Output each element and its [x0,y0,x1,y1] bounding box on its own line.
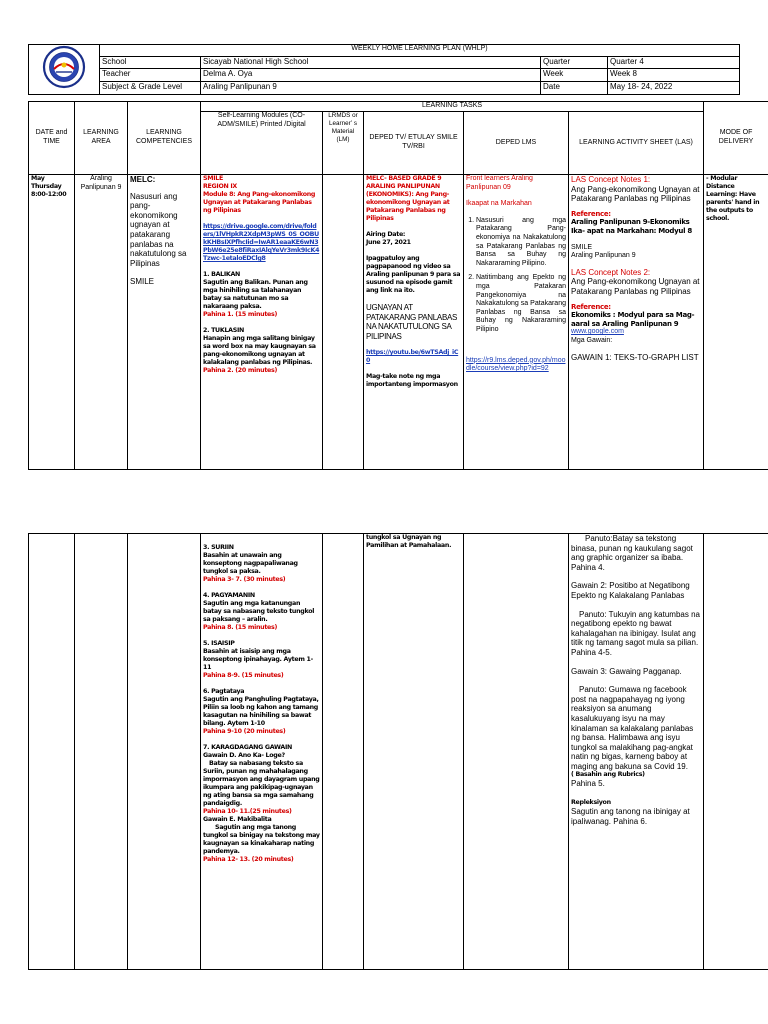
teacher-value: Delma A. Oya [201,69,541,82]
p2-competencies-cell [128,534,201,970]
melc-label: MELC: [130,175,156,184]
col-tv: DEPED TV/ ETULAY SMILE TV/RBI [364,112,464,175]
teacher-label: Teacher [100,69,201,82]
deped-seal-icon [42,45,86,89]
date-day: Thursday [31,183,62,190]
quarter-value: Quarter 4 [608,56,740,69]
las-note-2-label: LAS Concept Notes 2: [571,267,651,277]
lms-cell [464,175,569,470]
slm-block-pages: Pahina 9-10 (20 minutes) [203,728,286,735]
las-ref-1-label: Reference: [571,209,611,218]
col-lms: DEPED LMS [464,112,569,175]
slm-block-text: Batay sa nabasang teksto sa Suriin, punan ng mahahalagang impormasyon ang dayagram upang ikumpara ang pakikipag-ugnayan ng ating bansa sa mga samahang pandaigdig. [203,760,320,807]
subject-label: Subject & Grade Level [100,82,201,95]
col-competencies: LEARNING COMPETENCIES [128,102,201,175]
tv-episode-title: MELC- BASED GRADE 9 ARALING PANLIPUNAN (EKONOMIKS): Ang Pang-ekonomikong Ugnayan at Patakarang Panlabas ng Pilipinas [366,175,450,222]
las-ref-2-label: Reference: [571,302,611,311]
competency-text: Nasusuri ang pang-ekonomikong ugnayan at patakarang panlabas na nakatutulong sa Pilipinas [130,191,187,268]
slm-block-6 [203,688,320,736]
tv-airing-label: Airing Date: [366,231,406,238]
tv-instructions: Ipagpatuloy ang pagpapanood ng video sa Araling panlipunan 9 para sa susunod na episode gamit ang link na ito. [366,255,461,294]
slm-block-title-e: Gawain E. Makibalita [203,816,272,823]
slm-step-2-title: 2. TUKLASIN [203,327,244,334]
slm-module-title: Module 8: Ang Pang-ekonomikong Ugnayan at Patakarang Panlabas ng Pilipinas [203,191,316,214]
slm-block-pages: Pahina 3- 7. (30 minutes) [203,576,286,583]
header-table [28,44,740,95]
slm-block-3 [203,544,320,584]
lms-item-2: 2. Natitimbang ang Epekto ng mga Patakaran Pangekonomiya na Nakakatulong sa Patakarang Panlabas ng Bansa sa Buhay ng Nakararaming Pilipino [476,274,566,334]
col-las: LEARNING ACTIVITY SHEET (LAS) [569,112,704,175]
p2-slm-cell [201,534,323,970]
las-smile-label: SMILE [571,243,593,251]
slm-block-title: 5. ISAISIP [203,640,235,647]
slm-block-title: 6. Pagtataya [203,688,245,695]
las-rubrics: ( Basahin ang Rubrics) [571,771,645,779]
competencies-cell [128,175,201,470]
tv-cell [364,175,464,470]
learning-area-cell: Araling Panlipunan 9 [75,175,128,470]
slm-step-1-text: Sagutin ang Balikan. Punan ang mga hinihiling sa talahanayan batay sa natutunan mo sa nakaraang paksa. [203,279,308,310]
las-panuto-2: Panuto: Tukuyin ang katumbas na negatibong epekto ng bawat kahalagahan na ibinigay. Isulat ang titik ng tamang sagot mula sa pilian. Pahina 4-5. [571,609,700,657]
slm-block-text: Sagutin ang mga katanungan batay sa nabasang teksto tungkol sa paksang – aralin. [203,600,315,623]
lms-list [466,217,566,335]
col-date-time: DATE and TIME [29,102,75,175]
plan-table-1 [28,101,768,470]
las-repleksiyon: Repleksiyon [571,799,611,807]
slm-block-pages: Pahina 8-9. (15 minutes) [203,672,284,679]
date-value: May 18- 24, 2022 [608,82,740,95]
las-smile-text: Araling Panlipunan 9 [571,252,636,260]
slm-drive-link[interactable]: https://drive.google.com/drive/folders/1lVHpkR2XdpM3pWS_0S_OOBUkKHBsIXPfhcIid=IwAR1eaaKE6wN3PbW6e25e8fiRaxIAlqYeVr3mk9IcK4Tzwc-1etaloEDClg8 [203,223,320,262]
las-cell [569,175,704,470]
las-google-link[interactable]: www.google.com [571,328,624,336]
p2-delivery-cell [704,534,768,970]
lrmds-cell [323,175,364,470]
p2-lrmds-cell [323,534,364,970]
slm-block-4 [203,592,320,632]
las-gawain-3: Gawain 3: Gawaing Pagganap. [571,666,682,676]
plan-table-2 [28,533,768,970]
p2-tv-cell: tungkol sa Ugnayan ng Pamilihan at Pamahalaan. [364,534,464,970]
tv-note: Mag-take note ng mga importanteng impormasyon [366,373,458,389]
slm-block-pages: Pahina 10- 11.(25 minutes) [203,808,292,815]
slm-block-text: Basahin at isaisip ang mga konseptong ipinahayag. Aytem 1-11 [203,648,313,671]
las-panuto-1: Panuto:Batay sa tekstong binasa, punan ng kaukulang sagot ang graphic organizer sa ibaba. Pahina 4. [571,534,693,572]
col-learning-area: LEARNING AREA [75,102,128,175]
tv-airing-date: June 27, 2021 [366,239,411,246]
las-ref-1-text: Araling Panlipunan 9-Ekonomiks Ika- apat na Markahan: Modyul 8 [571,218,692,235]
slm-red-1: SMILE [203,175,223,182]
date-time: 8:00-12:00 [31,191,67,198]
slm-block-7 [203,744,320,864]
las-panuto-3: Panuto: Gumawa ng facebook post na nagpapahayag ng iyong reaksiyon sa anumang kasalukuyang isyu na may kinalaman sa kalakalang panlabas ng bansa. Halimbawa ang isyu tungkol sa malakihang pag-angkat natin ng bigas, karneng baboy at maging ang bakuna sa Covid 19. [571,685,694,771]
las-note-2-text: Ang Pang-ekonomikong Ugnayan at Patakarang Panlabas ng Pilipinas [571,277,700,296]
week-label: Week [541,69,608,82]
col-lrmds: LRMDS or Learner’ s Material (LM) [323,112,364,175]
las-ref-2-text: Ekonomiks : Modyul para sa Mag-aaral sa Araling Panlipunan 9 [571,311,695,328]
slm-block-pages: Pahina 8. (15 minutes) [203,624,278,631]
school-label: School [100,56,201,69]
date-month: May [31,175,45,182]
slm-step-1-pages: Pahina 1. (15 minutes) [203,311,278,318]
p2-area-cell [75,534,128,970]
las-gawain-1: GAWAIN 1: TEKS-TO-GRAPH LIST [571,352,699,362]
header-title: WEEKLY HOME LEARNING PLAN (WHLP) [100,45,740,57]
logo-cell [29,45,100,95]
slm-block-subtitle: Gawain D. Ano Ka- Loge? [203,752,285,759]
school-value: Sicayab National High School [201,56,541,69]
las-gawain-2: Gawain 2: Positibo at Negatibong Epekto ng Kalakalang Panlabas [571,581,690,600]
slm-block-title: 4. PAGYAMANIN [203,592,255,599]
slm-block-5 [203,640,320,680]
col-slm: Self-Learning Modules (CO-ADM/SMILE) Printed /Digital [201,112,323,175]
slm-block-title: 3. SURIIN [203,544,234,551]
slm-red-2: REGION IX [203,183,237,190]
col-learning-tasks: LEARNING TASKS [201,102,704,112]
date-label: Date [541,82,608,95]
lms-course-title: Front learners Araling Panlipunan 09 [466,175,533,191]
p2-date-cell [29,534,75,970]
slm-cell [201,175,323,470]
col-mode-delivery: MODE OF DELIVERY [704,102,768,175]
quarter-label: Quarter [541,56,608,69]
las-note-1-label: LAS Concept Notes 1: [571,175,651,184]
tv-caps-title: UGNAYAN AT PATAKARANG PANLABAS NA NAKATUTULONG SA PILIPINAS [366,303,458,341]
date-cell [29,175,75,470]
lms-item-1: 1. Nasusuri ang mga Patakarang Pang-ekonomiya na Nakakatulong sa Patakarang Panlabas ng Bansa sa Buhay ng Nakararaming Pilipino. [476,217,566,269]
las-note-1-text: Ang Pang-ekonomikong Ugnayan at Patakarang Panlabas ng Pilipinas [571,184,700,204]
slm-step-2-pages: Pahina 2. (20 minutes) [203,367,278,374]
delivery-cell: - Modular Distance Learning: Have parents' hand in the outputs to school. [704,175,768,470]
lms-quarter: Ikaapat na Markahan [466,200,532,208]
tv-youtube-link[interactable]: https://youtu.be/6wTSAdj_iC0 [366,349,459,365]
slm-block-text: Basahin at unawain ang konseptong nagpapaliwanag tungkol sa paksa. [203,552,298,575]
las-pahina-5: Pahina 5. [571,779,605,789]
las-repleksiyon-text: Sagutin ang tanong na ibinigay at ipaliwanag. Pahina 6. [571,807,690,826]
slm-step-2-text: Hanapin ang mga salitang binigay sa word box na may kaugnayan sa pang-ekonomikong ugnayan at kalakalang panlabas ng Pilipinas. [203,335,316,366]
p2-lms-cell [464,534,569,970]
competency-smile: SMILE [130,277,155,287]
slm-block-text: Sagutin ang Panghuling Pagtataya, Piliin sa loob ng kahon ang tamang kasagutan na hinihiling sa bawat bilang. Aytem 1-10 [203,696,319,727]
slm-block-text-e: Sagutin ang mga tanong tungkol sa binigay na tekstong may kaugnayan sa kinakaharap nating pandemya. [203,824,320,855]
week-value: Week 8 [608,69,740,82]
slm-block-title: 7. KARAGDAGANG GAWAIN [203,744,292,751]
slm-block-pages-e: Pahina 12- 13. (20 minutes) [203,856,294,863]
lms-course-link[interactable]: https://r9.lms.deped.gov.ph/moodle/course/view.php?id=92 [466,356,566,373]
las-gawain-label: Mga Gawain: [571,336,613,344]
subject-value: Araling Panlipunan 9 [201,82,541,95]
slm-step-1-title: 1. BALIKAN [203,271,241,278]
p2-las-cell [569,534,704,970]
